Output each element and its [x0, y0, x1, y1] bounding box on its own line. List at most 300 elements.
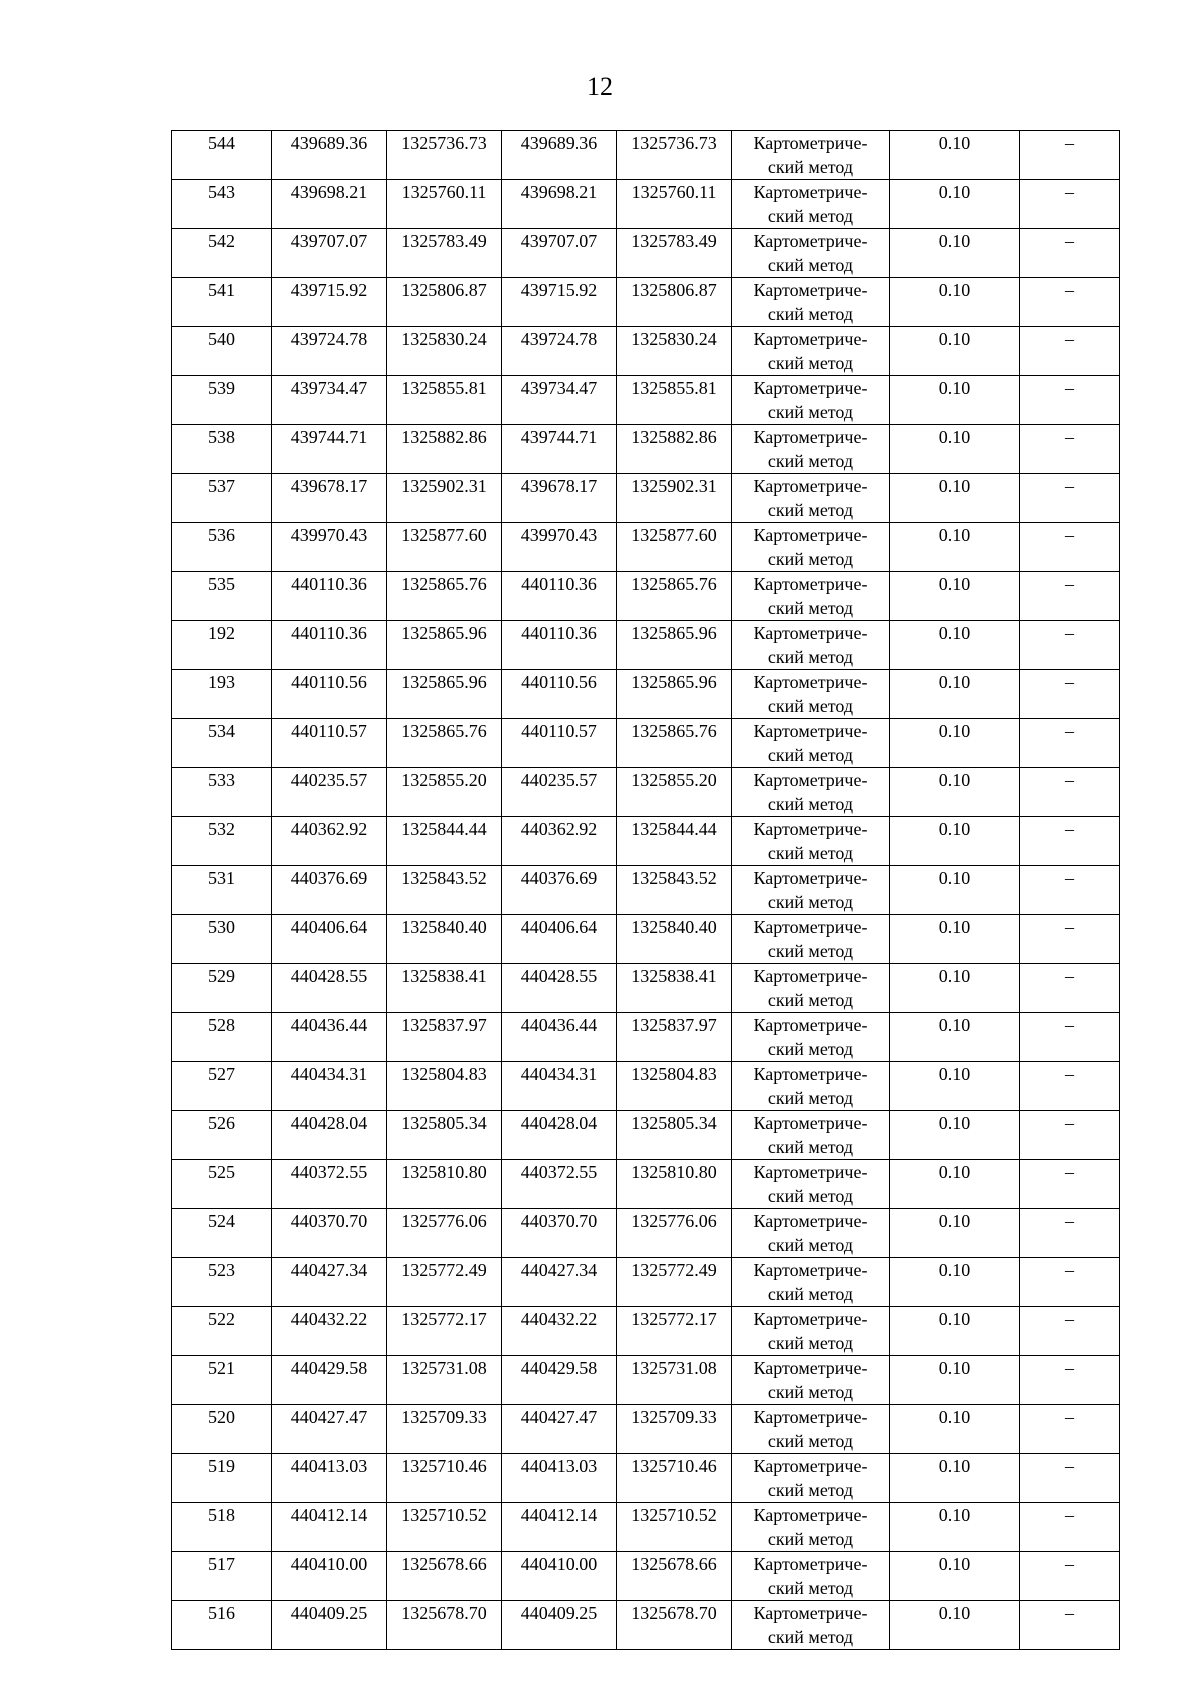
cell-text: 1325855.20 — [401, 770, 487, 790]
accuracy-cell — [890, 915, 1020, 964]
cell-text: 517 — [208, 1554, 235, 1574]
table-row — [172, 131, 1120, 180]
point-number-cell — [172, 425, 272, 474]
x-coord-cell — [272, 1454, 387, 1503]
cell-text: 0.10 — [938, 378, 971, 398]
table-row — [172, 768, 1120, 817]
description-cell — [1020, 278, 1120, 327]
x-coord-new-cell — [502, 278, 617, 327]
accuracy-cell — [890, 621, 1020, 670]
accuracy-cell — [890, 1601, 1020, 1650]
cell-text: 539 — [208, 378, 235, 398]
point-number-cell — [172, 229, 272, 278]
cell-text: 519 — [208, 1456, 235, 1476]
x-coord-cell — [272, 621, 387, 670]
x-coord-new-cell — [502, 1601, 617, 1650]
cell-text: 0.10 — [938, 1554, 971, 1574]
table-row — [172, 1111, 1120, 1160]
cell-text: 1325865.76 — [401, 574, 487, 594]
x-coord-cell — [272, 572, 387, 621]
y-coord-cell — [387, 131, 502, 180]
cell-text: 1325838.41 — [631, 966, 717, 986]
cell-text: 543 — [208, 182, 235, 202]
method-line-1: Картометриче- — [753, 1113, 868, 1133]
y-coord-cell — [387, 327, 502, 376]
cell-text: 192 — [208, 623, 235, 643]
method-line-1: Картометриче- — [753, 1211, 868, 1231]
cell-text: 1325783.49 — [401, 231, 487, 251]
x-coord-cell — [272, 1552, 387, 1601]
cell-text: 440406.64 — [290, 917, 368, 937]
cell-text: 1325678.70 — [401, 1603, 487, 1623]
y-coord-cell — [387, 670, 502, 719]
description-cell — [1020, 915, 1120, 964]
method-line-2: ский метод — [767, 1235, 854, 1255]
y-coord-new-cell — [617, 180, 732, 229]
cell-text: 1325760.11 — [631, 182, 717, 202]
point-number-cell — [172, 1405, 272, 1454]
cell-text: 1325731.08 — [631, 1358, 717, 1378]
method-line-1: Картометриче- — [753, 1358, 868, 1378]
method-cell — [732, 670, 890, 719]
x-coord-new-cell — [502, 523, 617, 572]
coordinates-table — [171, 130, 1120, 1650]
method-cell — [732, 1454, 890, 1503]
cell-text: 440110.57 — [521, 721, 597, 741]
cell-text: 439734.47 — [520, 378, 598, 398]
cell-text: 526 — [208, 1113, 235, 1133]
cell-text: – — [1065, 378, 1074, 398]
cell-text: 1325865.76 — [631, 721, 717, 741]
point-number-cell — [172, 376, 272, 425]
x-coord-cell — [272, 915, 387, 964]
cell-text: 440376.69 — [290, 868, 368, 888]
x-coord-cell — [272, 1503, 387, 1552]
point-number-cell — [172, 1013, 272, 1062]
cell-text: 531 — [208, 868, 235, 888]
cell-text: 440428.55 — [520, 966, 598, 986]
accuracy-cell — [890, 523, 1020, 572]
y-coord-new-cell — [617, 964, 732, 1013]
cell-text: 440427.34 — [290, 1260, 368, 1280]
cell-text: 440110.36 — [521, 574, 597, 594]
method-line-1: Картометриче- — [753, 1309, 868, 1329]
point-number-cell — [172, 1160, 272, 1209]
method-line-1: Картометриче- — [753, 672, 868, 692]
accuracy-cell — [890, 1111, 1020, 1160]
point-number-cell — [172, 1503, 272, 1552]
x-coord-new-cell — [502, 1503, 617, 1552]
method-line-2: ский метод — [767, 1186, 854, 1206]
y-coord-cell — [387, 1405, 502, 1454]
cell-text: 1325760.11 — [401, 182, 487, 202]
cell-text: 439698.21 — [520, 182, 598, 202]
cell-text: 1325772.49 — [631, 1260, 717, 1280]
table-row — [172, 376, 1120, 425]
y-coord-cell — [387, 425, 502, 474]
cell-text: 1325865.76 — [401, 721, 487, 741]
cell-text: 439678.17 — [520, 476, 598, 496]
y-coord-cell — [387, 1111, 502, 1160]
cell-text: 533 — [208, 770, 235, 790]
accuracy-cell — [890, 1552, 1020, 1601]
table-row — [172, 474, 1120, 523]
cell-text: 439724.78 — [290, 329, 368, 349]
table-row — [172, 964, 1120, 1013]
description-cell — [1020, 670, 1120, 719]
description-cell — [1020, 376, 1120, 425]
method-line-2: ский метод — [767, 1578, 854, 1598]
cell-text: 1325882.86 — [631, 427, 717, 447]
y-coord-new-cell — [617, 1356, 732, 1405]
x-coord-cell — [272, 1307, 387, 1356]
description-cell — [1020, 474, 1120, 523]
table-row — [172, 1405, 1120, 1454]
y-coord-new-cell — [617, 1258, 732, 1307]
accuracy-cell — [890, 1013, 1020, 1062]
cell-text: 440110.57 — [291, 721, 367, 741]
table-row — [172, 1013, 1120, 1062]
cell-text: 536 — [208, 525, 235, 545]
description-cell — [1020, 1258, 1120, 1307]
accuracy-cell — [890, 1405, 1020, 1454]
cell-text: 524 — [208, 1211, 235, 1231]
method-line-2: ский метод — [767, 1039, 854, 1059]
y-coord-new-cell — [617, 523, 732, 572]
point-number-cell — [172, 817, 272, 866]
y-coord-new-cell — [617, 670, 732, 719]
cell-text: 193 — [208, 672, 235, 692]
x-coord-cell — [272, 523, 387, 572]
x-coord-new-cell — [502, 180, 617, 229]
cell-text: 529 — [208, 966, 235, 986]
cell-text: 1325855.81 — [401, 378, 487, 398]
cell-text: 1325865.96 — [631, 623, 717, 643]
method-line-2: ский метод — [767, 647, 854, 667]
cell-text: 1325840.40 — [631, 917, 717, 937]
x-coord-new-cell — [502, 1013, 617, 1062]
cell-text: – — [1065, 1260, 1074, 1280]
table-row — [172, 719, 1120, 768]
description-cell — [1020, 1062, 1120, 1111]
cell-text: 1325710.46 — [401, 1456, 487, 1476]
method-line-2: ский метод — [767, 892, 854, 912]
method-line-1: Картометриче- — [753, 476, 868, 496]
method-cell — [732, 768, 890, 817]
method-line-1: Картометриче- — [753, 1407, 868, 1427]
y-coord-cell — [387, 1552, 502, 1601]
table-row — [172, 866, 1120, 915]
cell-text: 0.10 — [938, 1064, 971, 1084]
page-number: 12 — [587, 72, 613, 101]
cell-text: 440110.36 — [291, 574, 367, 594]
cell-text: – — [1065, 721, 1074, 741]
description-cell — [1020, 1209, 1120, 1258]
accuracy-cell — [890, 670, 1020, 719]
accuracy-cell — [890, 327, 1020, 376]
x-coord-cell — [272, 1405, 387, 1454]
cell-text: 538 — [208, 427, 235, 447]
y-coord-new-cell — [617, 1454, 732, 1503]
accuracy-cell — [890, 1209, 1020, 1258]
accuracy-cell — [890, 719, 1020, 768]
cell-text: 440413.03 — [520, 1456, 598, 1476]
cell-text: 1325804.83 — [631, 1064, 717, 1084]
cell-text: – — [1065, 1064, 1074, 1084]
table-row — [172, 1062, 1120, 1111]
cell-text: 537 — [208, 476, 235, 496]
accuracy-cell — [890, 1062, 1020, 1111]
y-coord-new-cell — [617, 1111, 732, 1160]
table-row — [172, 1601, 1120, 1650]
cell-text: 0.10 — [938, 231, 971, 251]
cell-text: 440409.25 — [290, 1603, 368, 1623]
y-coord-new-cell — [617, 915, 732, 964]
cell-text: 439734.47 — [290, 378, 368, 398]
method-line-2: ский метод — [767, 1088, 854, 1108]
y-coord-new-cell — [617, 1160, 732, 1209]
x-coord-new-cell — [502, 621, 617, 670]
y-coord-cell — [387, 1307, 502, 1356]
x-coord-cell — [272, 131, 387, 180]
method-cell — [732, 1160, 890, 1209]
table-row — [172, 229, 1120, 278]
cell-text: 0.10 — [938, 623, 971, 643]
cell-text: 1325855.81 — [631, 378, 717, 398]
x-coord-new-cell — [502, 817, 617, 866]
cell-text: – — [1065, 329, 1074, 349]
y-coord-cell — [387, 1013, 502, 1062]
method-line-1: Картометриче- — [753, 378, 868, 398]
cell-text: 1325838.41 — [401, 966, 487, 986]
cell-text: – — [1065, 133, 1074, 153]
description-cell — [1020, 768, 1120, 817]
cell-text: 518 — [208, 1505, 235, 1525]
y-coord-new-cell — [617, 1503, 732, 1552]
cell-text: 0.10 — [938, 427, 971, 447]
description-cell — [1020, 817, 1120, 866]
method-line-2: ский метод — [767, 451, 854, 471]
y-coord-cell — [387, 523, 502, 572]
cell-text: 540 — [208, 329, 235, 349]
point-number-cell — [172, 327, 272, 376]
y-coord-cell — [387, 474, 502, 523]
cell-text: 439715.92 — [520, 280, 598, 300]
method-line-1: Картометриче- — [753, 623, 868, 643]
cell-text: – — [1065, 1358, 1074, 1378]
cell-text: – — [1065, 231, 1074, 251]
cell-text: 0.10 — [938, 917, 971, 937]
method-line-1: Картометриче- — [753, 1603, 868, 1623]
cell-text: 1325843.52 — [631, 868, 717, 888]
description-cell — [1020, 1454, 1120, 1503]
table-row — [172, 1552, 1120, 1601]
x-coord-cell — [272, 327, 387, 376]
method-line-2: ский метод — [767, 549, 854, 569]
cell-text: 439689.36 — [290, 133, 368, 153]
cell-text: – — [1065, 476, 1074, 496]
cell-text: 440428.04 — [520, 1113, 598, 1133]
table-row — [172, 1356, 1120, 1405]
cell-text: 1325830.24 — [631, 329, 717, 349]
point-number-cell — [172, 1062, 272, 1111]
x-coord-new-cell — [502, 1209, 617, 1258]
method-line-2: ский метод — [767, 1284, 854, 1304]
cell-text: 1325837.97 — [401, 1015, 487, 1035]
accuracy-cell — [890, 1356, 1020, 1405]
cell-text: 439698.21 — [290, 182, 368, 202]
y-coord-cell — [387, 376, 502, 425]
method-cell — [732, 621, 890, 670]
accuracy-cell — [890, 278, 1020, 327]
x-coord-new-cell — [502, 1062, 617, 1111]
x-coord-cell — [272, 1356, 387, 1405]
y-coord-new-cell — [617, 327, 732, 376]
cell-text: – — [1065, 917, 1074, 937]
y-coord-cell — [387, 572, 502, 621]
point-number-cell — [172, 474, 272, 523]
point-number-cell — [172, 866, 272, 915]
cell-text: 525 — [208, 1162, 235, 1182]
cell-text: 1325709.33 — [631, 1407, 717, 1427]
table-row — [172, 1160, 1120, 1209]
method-cell — [732, 1258, 890, 1307]
table-body — [172, 131, 1120, 1650]
cell-text: 440110.56 — [291, 672, 367, 692]
description-cell — [1020, 1503, 1120, 1552]
cell-text: 1325865.76 — [631, 574, 717, 594]
y-coord-new-cell — [617, 1405, 732, 1454]
cell-text: – — [1065, 966, 1074, 986]
cell-text: 439744.71 — [290, 427, 368, 447]
method-line-2: ский метод — [767, 1382, 854, 1402]
cell-text: 1325806.87 — [631, 280, 717, 300]
y-coord-cell — [387, 1503, 502, 1552]
y-coord-new-cell — [617, 229, 732, 278]
cell-text: 439689.36 — [520, 133, 598, 153]
cell-text: 440432.22 — [290, 1309, 368, 1329]
cell-text: 439678.17 — [290, 476, 368, 496]
description-cell — [1020, 1552, 1120, 1601]
cell-text: 1325844.44 — [401, 819, 487, 839]
cell-text: 1325902.31 — [631, 476, 717, 496]
y-coord-cell — [387, 1160, 502, 1209]
method-line-2: ский метод — [767, 1333, 854, 1353]
point-number-cell — [172, 1111, 272, 1160]
method-line-2: ский метод — [767, 1137, 854, 1157]
cell-text: 532 — [208, 819, 235, 839]
y-coord-new-cell — [617, 1209, 732, 1258]
y-coord-new-cell — [617, 1013, 732, 1062]
cell-text: 1325840.40 — [401, 917, 487, 937]
cell-text: 440427.47 — [520, 1407, 598, 1427]
point-number-cell — [172, 1258, 272, 1307]
y-coord-cell — [387, 180, 502, 229]
cell-text: 1325772.17 — [401, 1309, 487, 1329]
x-coord-cell — [272, 180, 387, 229]
cell-text: 440429.58 — [520, 1358, 598, 1378]
point-number-cell — [172, 1356, 272, 1405]
cell-text: – — [1065, 525, 1074, 545]
y-coord-new-cell — [617, 768, 732, 817]
method-line-2: ский метод — [767, 598, 854, 618]
point-number-cell — [172, 621, 272, 670]
cell-text: 0.10 — [938, 329, 971, 349]
x-coord-new-cell — [502, 1405, 617, 1454]
cell-text: 1325837.97 — [631, 1015, 717, 1035]
cell-text: 440235.57 — [520, 770, 598, 790]
cell-text: 530 — [208, 917, 235, 937]
x-coord-new-cell — [502, 768, 617, 817]
cell-text: 534 — [208, 721, 235, 741]
accuracy-cell — [890, 866, 1020, 915]
cell-text: 440409.25 — [520, 1603, 598, 1623]
cell-text: 542 — [208, 231, 235, 251]
point-number-cell — [172, 915, 272, 964]
description-cell — [1020, 131, 1120, 180]
method-line-1: Картометриче- — [753, 1456, 868, 1476]
table-row — [172, 523, 1120, 572]
cell-text: – — [1065, 1407, 1074, 1427]
cell-text: 1325877.60 — [631, 525, 717, 545]
method-line-1: Картометриче- — [753, 819, 868, 839]
accuracy-cell — [890, 229, 1020, 278]
x-coord-new-cell — [502, 1160, 617, 1209]
description-cell — [1020, 866, 1120, 915]
method-line-2: ский метод — [767, 353, 854, 373]
description-cell — [1020, 621, 1120, 670]
accuracy-cell — [890, 1454, 1020, 1503]
method-line-2: ский метод — [767, 206, 854, 226]
cell-text: 439970.43 — [290, 525, 368, 545]
y-coord-new-cell — [617, 817, 732, 866]
x-coord-new-cell — [502, 1552, 617, 1601]
y-coord-cell — [387, 1209, 502, 1258]
description-cell — [1020, 180, 1120, 229]
method-line-1: Картометриче- — [753, 427, 868, 447]
method-line-2: ский метод — [767, 990, 854, 1010]
cell-text: 541 — [208, 280, 235, 300]
method-cell — [732, 1013, 890, 1062]
cell-text: 1325882.86 — [401, 427, 487, 447]
cell-text: – — [1065, 1554, 1074, 1574]
method-line-1: Картометриче- — [753, 1554, 868, 1574]
cell-text: 0.10 — [938, 868, 971, 888]
cell-text: 1325783.49 — [631, 231, 717, 251]
x-coord-cell — [272, 1209, 387, 1258]
cell-text: – — [1065, 1211, 1074, 1231]
cell-text: 440412.14 — [290, 1505, 368, 1525]
table-row — [172, 1503, 1120, 1552]
y-coord-new-cell — [617, 474, 732, 523]
cell-text: 440434.31 — [290, 1064, 368, 1084]
method-cell — [732, 278, 890, 327]
method-line-2: ский метод — [767, 745, 854, 765]
x-coord-new-cell — [502, 915, 617, 964]
accuracy-cell — [890, 1503, 1020, 1552]
x-coord-new-cell — [502, 1356, 617, 1405]
cell-text: 535 — [208, 574, 235, 594]
method-line-1: Картометриче- — [753, 329, 868, 349]
cell-text: 440434.31 — [520, 1064, 598, 1084]
x-coord-cell — [272, 866, 387, 915]
cell-text: 440406.64 — [520, 917, 598, 937]
method-cell — [732, 1552, 890, 1601]
point-number-cell — [172, 1601, 272, 1650]
method-line-2: ский метод — [767, 157, 854, 177]
cell-text: 521 — [208, 1358, 235, 1378]
cell-text: 440370.70 — [520, 1211, 598, 1231]
